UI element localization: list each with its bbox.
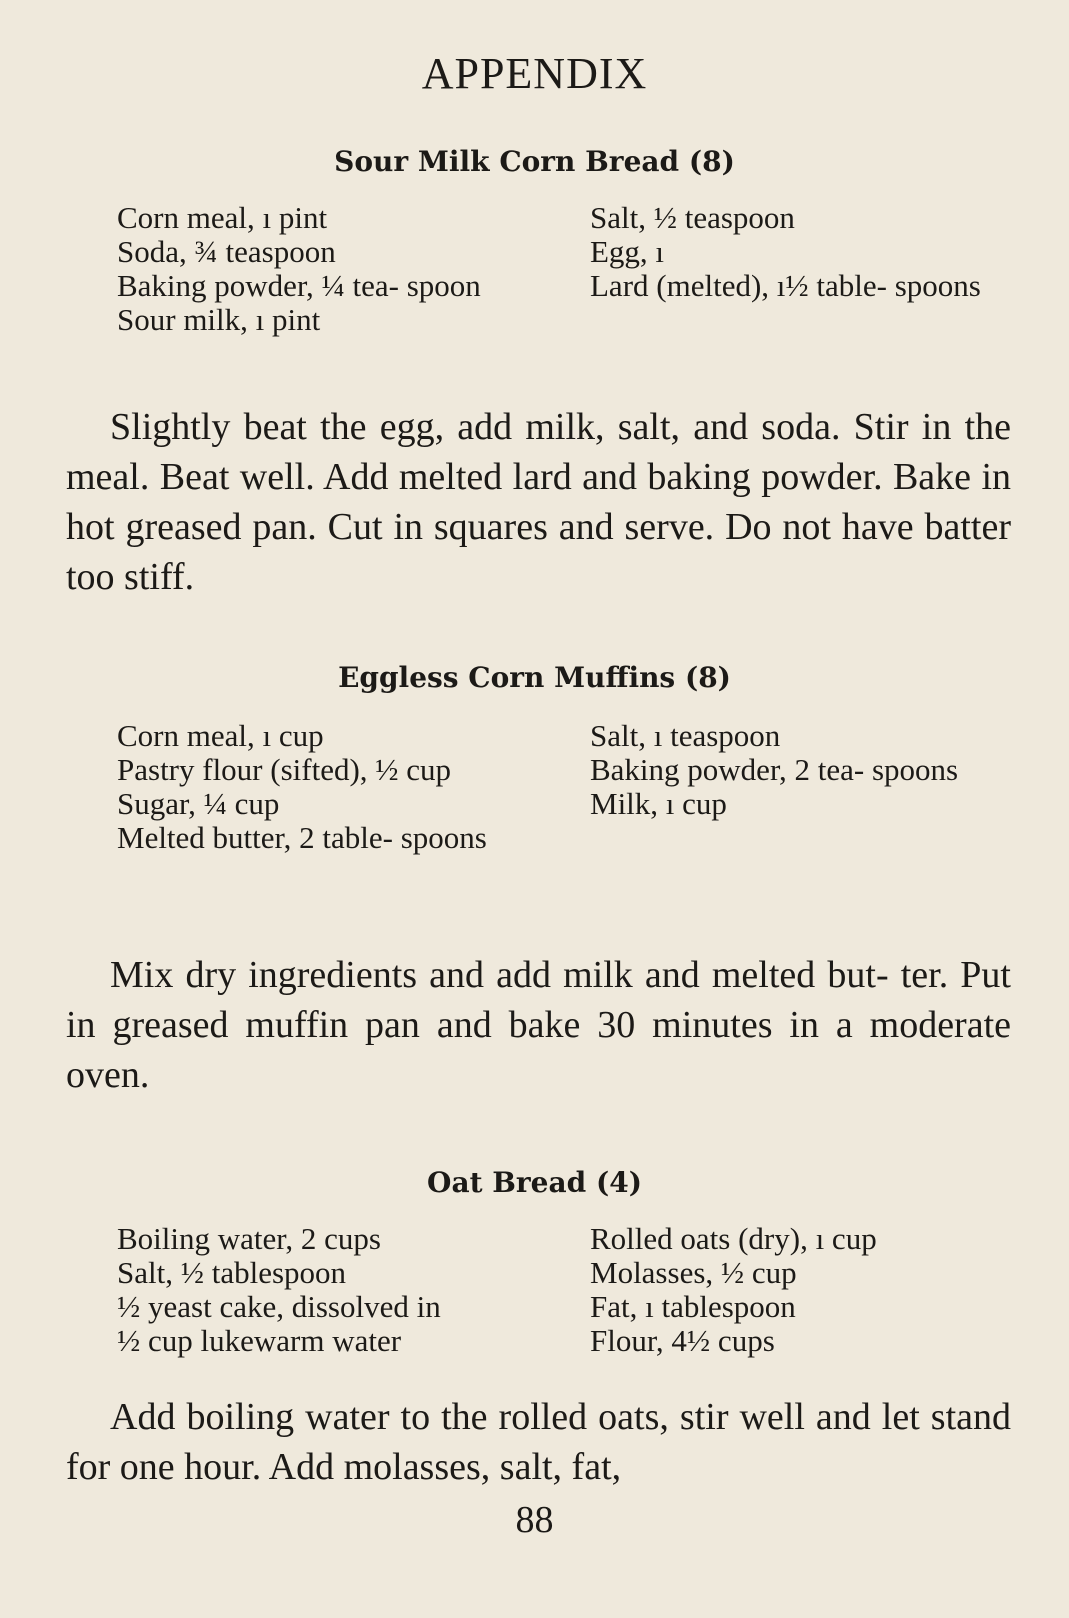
ingredient-item: Salt, ½ teaspoon	[590, 200, 795, 235]
ingredient-item: Boiling water, 2 cups	[117, 1221, 381, 1256]
ingredient-item: Sour milk, ı pint	[117, 302, 321, 337]
ingredient-list	[117, 1222, 1022, 1358]
page-header: APPENDIX	[421, 49, 648, 98]
ingredient-item: Baking powder, ¼ tea- spoon	[117, 268, 481, 303]
ingredient-item: Flour, 4½ cups	[590, 1323, 775, 1358]
recipe-title: Oat Bread (4)	[427, 1166, 642, 1199]
ingredient-list	[117, 719, 1022, 855]
recipe-instructions: Mix dry ingredients and add milk and melted but- ter. Put in greased muffin pan and bake 30 minutes in a moderate oven.	[66, 954, 1011, 1096]
ingredient-item: Corn meal, ı pint	[117, 200, 328, 235]
recipe-instructions: Add boiling water to the rolled oats, stir well and let stand for one hour. Add molasses, salt, fat,	[66, 1396, 1011, 1488]
ingredient-item: Fat, ı tablespoon	[590, 1289, 796, 1324]
ingredient-item: Sugar, ¼ cup	[117, 786, 280, 821]
ingredient-column-left	[117, 1222, 590, 1358]
ingredient-item: Salt, ½ tablespoon	[117, 1255, 347, 1290]
ingredient-item: Molasses, ½ cup	[590, 1255, 797, 1290]
ingredient-item: Salt, ı teaspoon	[590, 718, 781, 753]
ingredient-item: Baking powder, 2 tea- spoons	[590, 752, 959, 787]
ingredient-column-right	[590, 201, 1022, 337]
recipe-instructions: Slightly beat the egg, add milk, salt, and soda. Stir in the meal. Beat well. Add melted lard and baking powder. Bake in hot greased pan. Cut in squares and serve. Do not have batter too stiff.	[66, 406, 1011, 598]
ingredient-item: Corn meal, ı cup	[117, 718, 324, 753]
ingredient-item: Pastry flour (sifted), ½ cup	[117, 752, 452, 787]
ingredient-item: Egg, ı	[590, 234, 665, 269]
ingredient-item: ½ cup lukewarm water	[117, 1323, 402, 1358]
ingredient-item: Milk, ı cup	[590, 786, 727, 821]
page-number: 88	[515, 1499, 554, 1541]
ingredient-item: Soda, ¾ teaspoon	[117, 234, 336, 269]
ingredient-column-right	[590, 719, 1022, 855]
ingredient-item: ½ yeast cake, dissolved in	[117, 1289, 441, 1324]
ingredient-column-left	[117, 201, 590, 337]
ingredient-item: Melted butter, 2 table- spoons	[117, 820, 487, 855]
recipe-title: Sour Milk Corn Bread (8)	[334, 145, 735, 178]
ingredient-column-left	[117, 719, 590, 855]
ingredient-item: Rolled oats (dry), ı cup	[590, 1221, 877, 1256]
recipe-title: Eggless Corn Muffins (8)	[338, 661, 731, 694]
ingredient-column-right	[590, 1222, 1022, 1358]
ingredient-item: Lard (melted), ı½ table- spoons	[590, 268, 981, 303]
ingredient-list	[117, 201, 1022, 337]
